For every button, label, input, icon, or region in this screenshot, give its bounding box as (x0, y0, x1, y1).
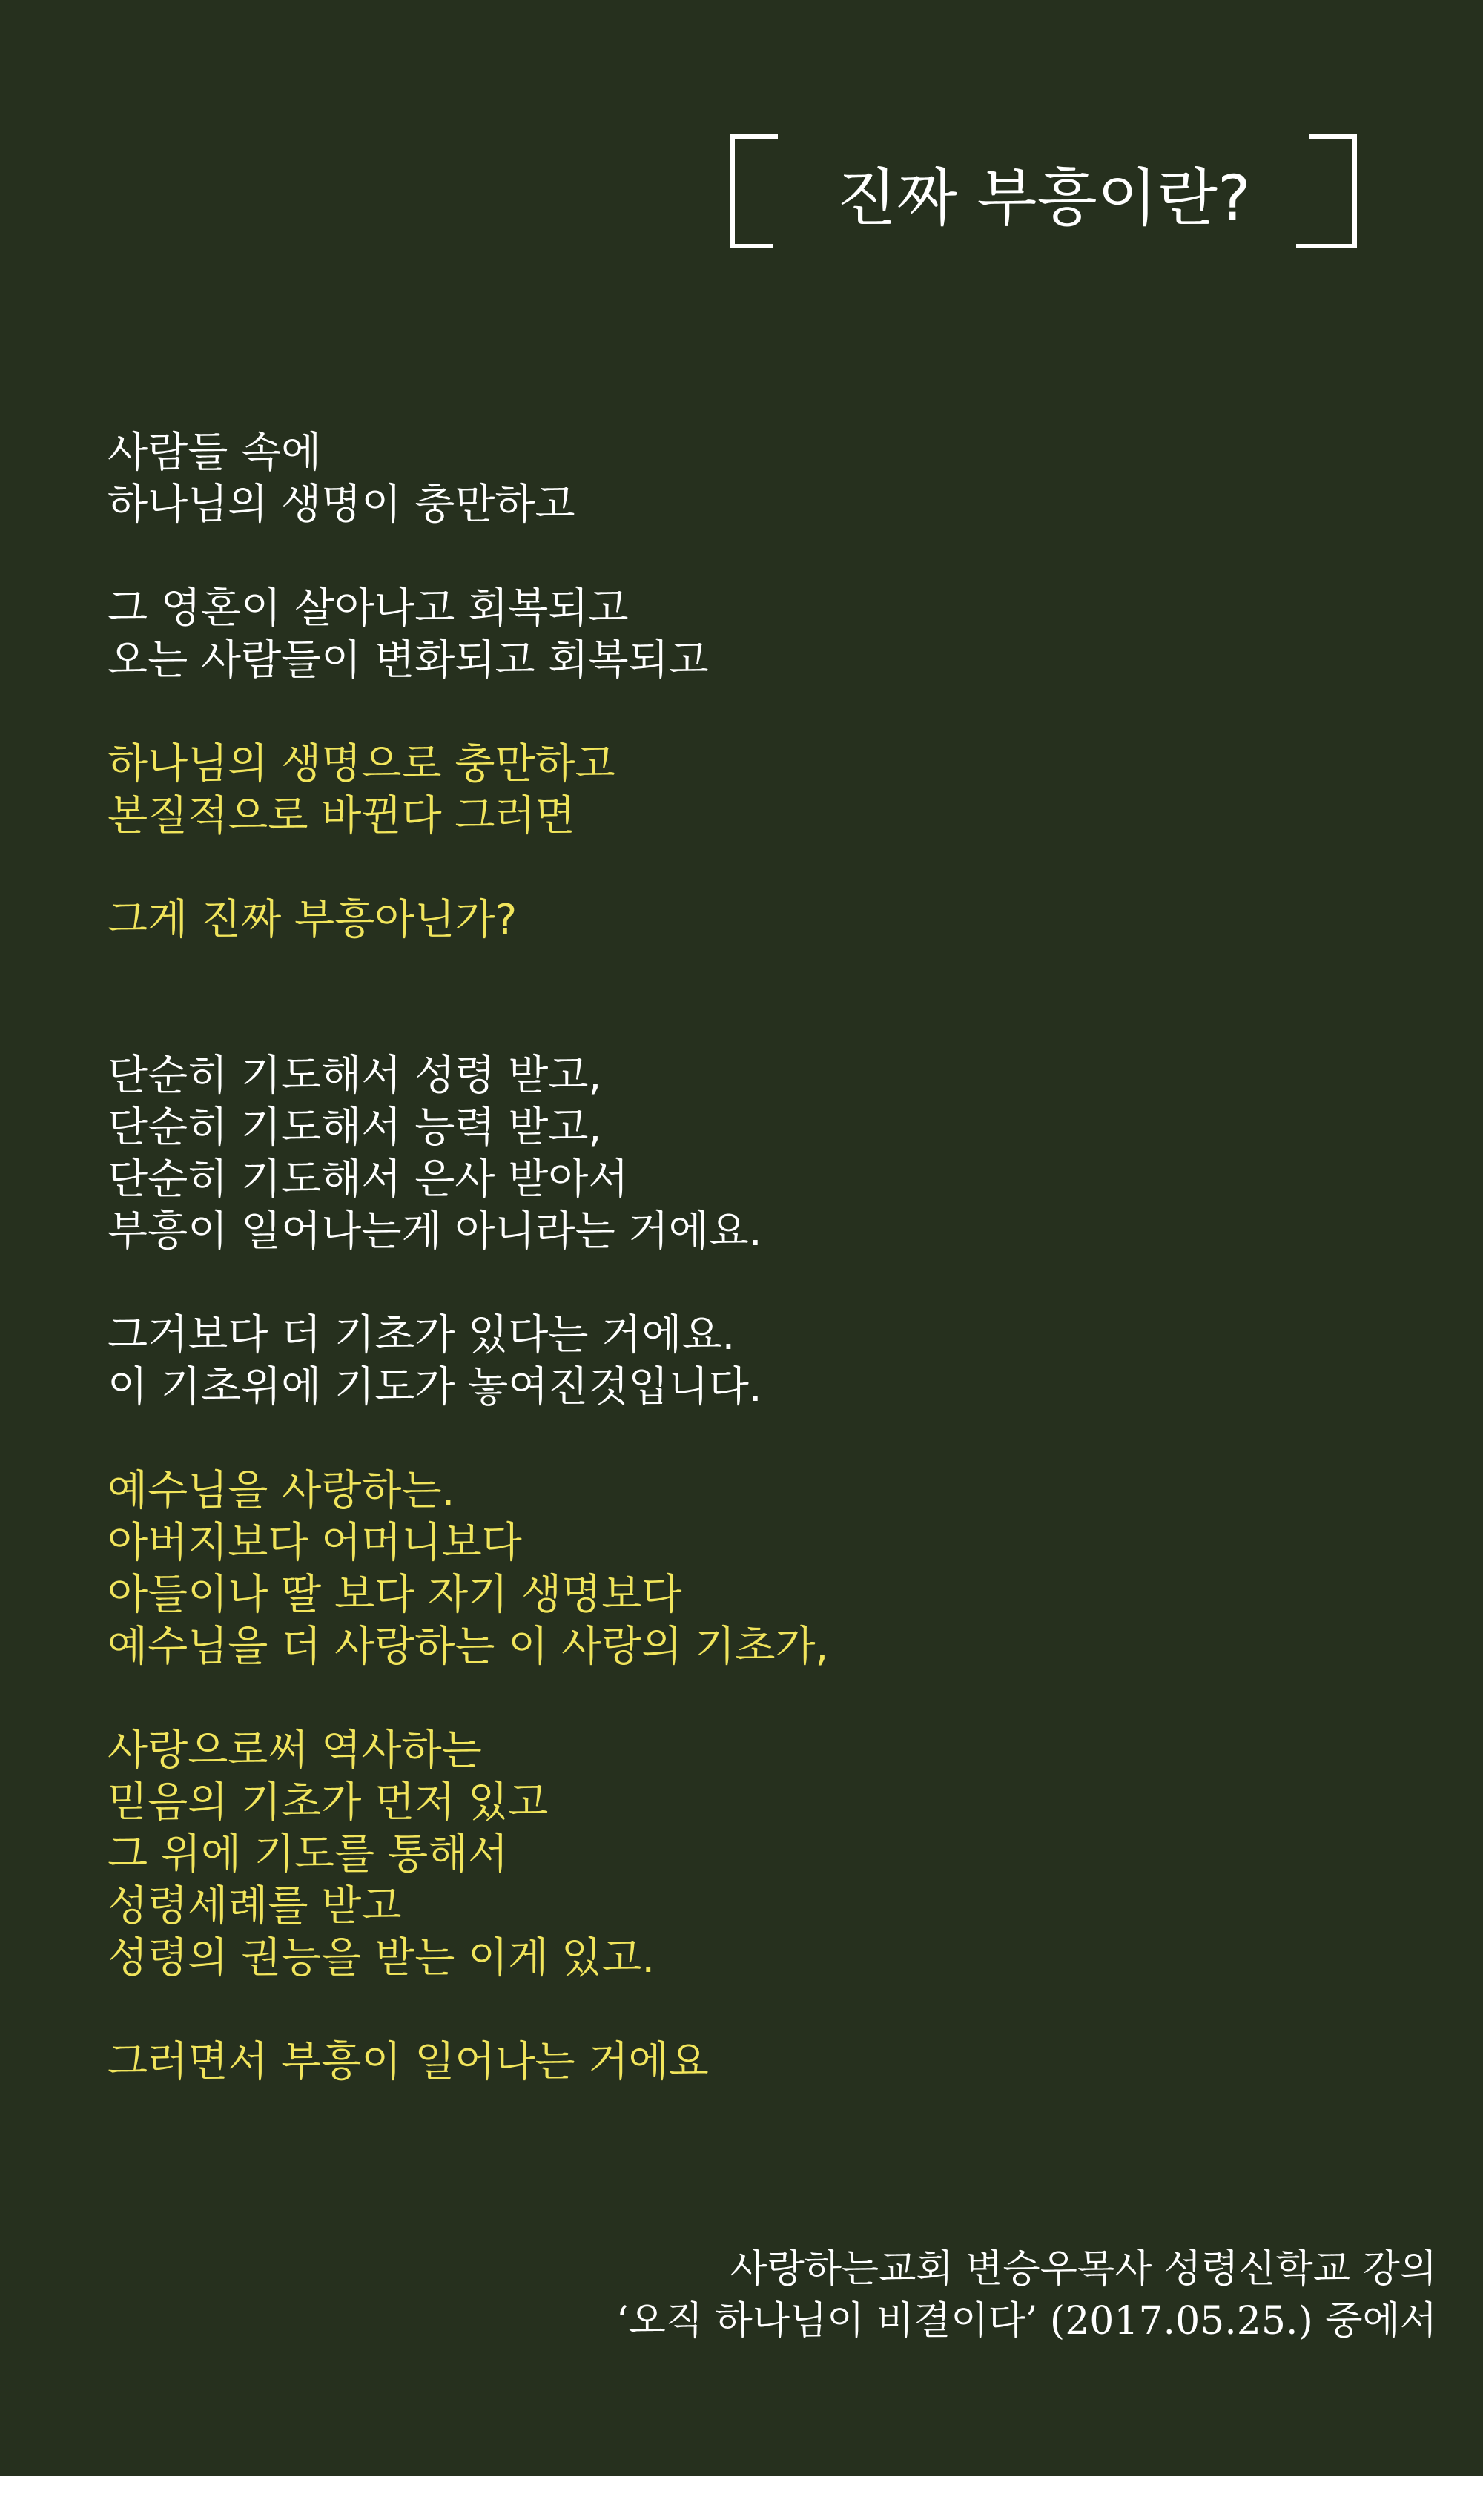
text-line: 이 기초위에 기도가 놓여진것입니다. (108, 1363, 762, 1411)
text-line: 단순히 기도해서 능력 받고, (108, 1104, 602, 1152)
highlight-line: 사랑으로써 역사하는 (108, 1726, 482, 1775)
text-line: 오는 사람들이 변화되고 회복되고 (108, 636, 709, 685)
highlight-line: 그게 진짜 부흥아닌가? (108, 896, 518, 944)
highlight-line: 예수님을 더 사랑하는 이 사랑의 기초가, (108, 1623, 829, 1671)
highlight-line: 그 위에 기도를 통해서 (108, 1830, 509, 1879)
source-credit (616, 2243, 1437, 2347)
text-line: 부흥이 일어나는게 아니라는 거에요. (108, 1207, 762, 1256)
text-line: 사람들 속에 (108, 429, 322, 477)
sermon-text (108, 427, 1146, 2088)
text-line: 단순히 기도해서 은사 받아서 (108, 1155, 629, 1204)
title-frame (730, 134, 1357, 249)
highlight-line: 예수님을 사랑하는. (108, 1467, 455, 1515)
credit-line: 사랑하는교회 변승우목사 성령신학교 강의 (730, 2247, 1437, 2292)
highlight-line: 아들이나 딸 보다 자기 생명보다 (108, 1571, 682, 1619)
highlight-line: 본질적으로 바뀐다 그러면 (108, 792, 575, 840)
highlight-line: 그러면서 부흥이 일어나는 거에요 (108, 2038, 709, 2086)
page-title: 진짜 부흥이란? (836, 162, 1251, 234)
highlight-line: 믿음의 기초가 먼저 있고 (108, 1778, 549, 1827)
text-line: 단순히 기도해서 성령 받고, (108, 1052, 602, 1100)
text-line: 그거보다 더 기초가 있다는 거에요. (108, 1311, 736, 1359)
highlight-line: 성령세례를 받고 (108, 1882, 402, 1930)
highlight-line: 아버지보다 어머니보다 (108, 1519, 522, 1567)
text-line: 하나님의 생명이 충만하고 (108, 481, 575, 529)
credit-line: ‘오직 하나님이 비결이다’ (2017.05.25.) 중에서 (615, 2299, 1437, 2343)
text-line: 그 영혼이 살아나고 회복되고 (108, 584, 629, 633)
highlight-line: 성령의 권능을 받는 이게 있고. (108, 1934, 655, 1982)
highlight-line: 하나님의 생명으로 충만하고 (108, 740, 615, 788)
